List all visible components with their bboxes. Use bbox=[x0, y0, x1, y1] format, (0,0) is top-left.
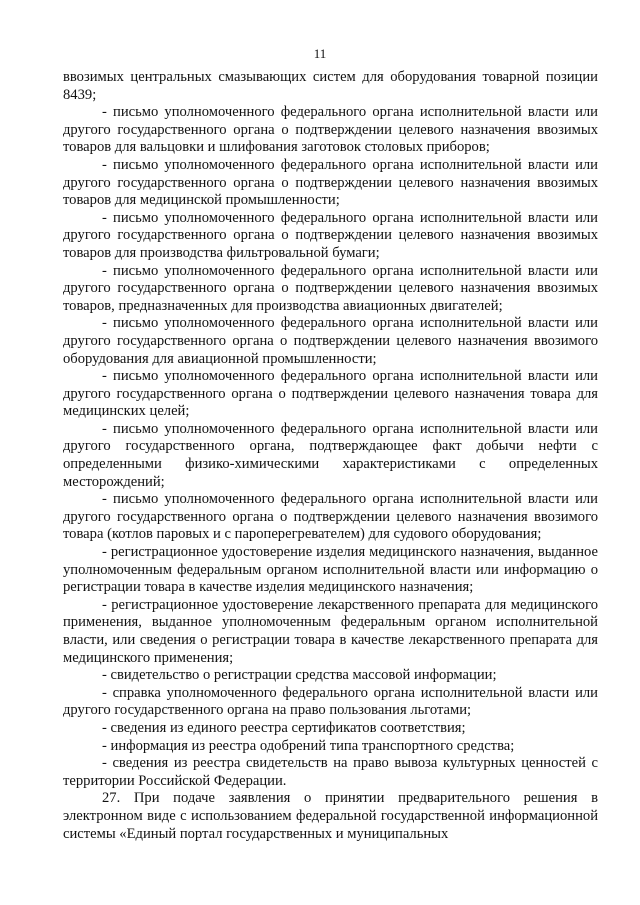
paragraph: - письмо уполномоченного федерального органа исполнительной власти или другого государственного органа о подтверждении целевого назначения ввозимых товаров, предназначенных для производства авиационных двигателей; bbox=[63, 262, 598, 314]
paragraph: - справка уполномоченного федерального органа исполнительной власти или другого государственного органа на право пользования льготами; bbox=[63, 684, 598, 719]
paragraph: - сведения из единого реестра сертификатов соответствия; bbox=[102, 719, 466, 736]
paragraph: - письмо уполномоченного федерального органа исполнительной власти или другого государственного органа о подтверждении целевого назначения ввозимого оборудования для авиационной промышленности; bbox=[63, 315, 598, 367]
paragraph: - письмо уполномоченного федерального органа исполнительной власти или другого государственного органа о подтверждении целевого назначения ввозимого товара (котлов паровых и с пароперегревателем) для судового оборудования; bbox=[63, 491, 598, 543]
paragraph: - письмо уполномоченного федерального органа исполнительной власти или другого государственного органа о подтверждении целевого назначения ввозимых товаров для вальцовки и шлифования заготовок столовых приборов; bbox=[63, 104, 598, 156]
paragraph: - письмо уполномоченного федерального органа исполнительной власти или другого государственного органа о подтверждении целевого назначения ввозимых товаров для производства фильтровальной бумаги; bbox=[63, 209, 598, 261]
paragraph: - свидетельство о регистрации средства массовой информации; bbox=[102, 667, 497, 684]
paragraph: - письмо уполномоченного федерального органа исполнительной власти или другого государственного органа о подтверждении целевого назначения ввозимых товаров для медицинской промышленности; bbox=[63, 156, 598, 209]
page-number: 11 bbox=[313, 46, 327, 61]
paragraph: - регистрационное удостоверение лекарственного препарата для медицинского применения, выданное уполномоченным федеральным органом исполнительной власти, или сведения о регистрации товара в качестве лекарственного препарата для медицинского применения; bbox=[63, 596, 598, 666]
document-body bbox=[63, 69, 598, 843]
paragraph: ввозимых центральных смазывающих систем для оборудования товарной позиции 8439; bbox=[63, 69, 598, 103]
paragraph: - сведения из реестра свидетельств на право вывоза культурных ценностей с территории Российской Федерации. bbox=[63, 755, 598, 789]
paragraph: - информация из реестра одобрений типа транспортного средства; bbox=[102, 737, 515, 754]
paragraph: - письмо уполномоченного федерального органа исполнительной власти или другого государственного органа, подтверждающее факт добычи нефти с определенными физико-химическими характеристиками с определенных месторождений; bbox=[63, 420, 598, 490]
paragraph: - письмо уполномоченного федерального органа исполнительной власти или другого государственного органа о подтверждении целевого назначения товара для медицинских целей; bbox=[63, 368, 598, 420]
paragraph: - регистрационное удостоверение изделия медицинского назначения, выданное уполномоченным федеральным органом исполнительной власти или информацию о регистрации товара в качестве изделия медицинского назначения; bbox=[63, 544, 598, 596]
paragraph: 27. При подаче заявления о принятии предварительного решения в электронном виде с использованием федеральной государственной информационной системы «Единый портал государственных и муниципальных bbox=[63, 790, 598, 842]
